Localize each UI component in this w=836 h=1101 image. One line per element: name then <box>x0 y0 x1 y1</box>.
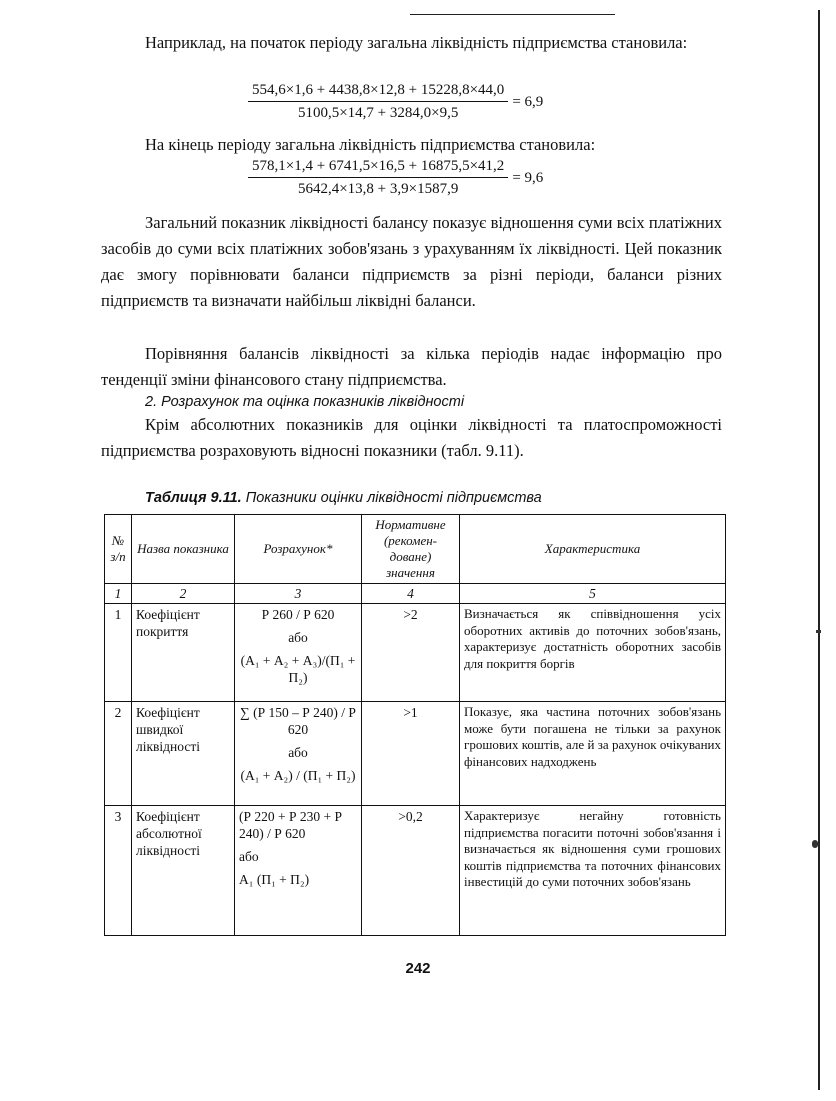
top-rule <box>410 14 615 15</box>
formula-start-denominator: 5100,5×14,7 + 3284,0×9,5 <box>297 105 459 121</box>
row-calc-formula: (Р 220 + Р 230 + Р 240) / Р 620 <box>239 809 342 841</box>
formula-start-numerator: 554,6×1,6 + 4438,8×12,8 + 15228,8×44,0 <box>248 82 508 102</box>
table-header-row <box>105 515 726 584</box>
scan-edge-line <box>818 10 820 1090</box>
intro-end-paragraph: На кінець періоду загальна ліквідність підприємства становила: <box>145 135 596 154</box>
formula-end-numerator: 578,1×1,4 + 6741,5×16,5 + 16875,5×41,2 <box>248 158 508 178</box>
col-number: 4 <box>362 584 460 604</box>
formula-end-result: = 9,6 <box>512 169 544 186</box>
row-calc-or: або <box>288 630 308 645</box>
row-calc <box>235 604 362 702</box>
row-name: Коефіцієнт швидкої ліквідності <box>132 702 235 806</box>
row-calc <box>235 806 362 936</box>
table-row <box>105 806 726 936</box>
col-number: 2 <box>132 584 235 604</box>
header-norm: Нормативне (рекомен-доване) значення <box>362 515 460 584</box>
formula-end <box>248 158 543 198</box>
row-calc-formula: Р 260 / Р 620 <box>261 607 335 622</box>
row-calc-formula-alt: (А₁ + А₂) / (П₁ + П₂) <box>240 768 356 783</box>
table-row <box>105 702 726 806</box>
comparison-paragraph: Порівняння балансів ліквідності за кілька періодів надає інформацію про тенденції зміни фінансового стану підприємства. <box>101 344 722 389</box>
row-num: 3 <box>105 806 132 936</box>
intro-paragraph: Наприклад, на початок періоду загальна ліквідність підприємства становила: <box>145 33 688 52</box>
row-norm: >2 <box>362 604 460 702</box>
row-num: 1 <box>105 604 132 702</box>
row-norm: >1 <box>362 702 460 806</box>
section-heading: 2. Розрахунок та оцінка показників ліквідності <box>145 394 465 410</box>
col-number: 1 <box>105 584 132 604</box>
row-name: Коефіцієнт покриття <box>132 604 235 702</box>
header-desc: Характеристика <box>460 515 726 584</box>
column-numbers-row <box>105 584 726 604</box>
row-num: 2 <box>105 702 132 806</box>
row-calc-or: або <box>288 745 308 760</box>
table-caption-title: Показники оцінки ліквідності підприємства <box>241 490 542 506</box>
table-caption <box>145 490 542 506</box>
row-desc: Характеризує негайну готовність підприємства погасити поточні зобов'язання і визначається як відношення суми грошових коштів підприємства та поточних фінансових інвестицій до суми поточних зобов'язань <box>460 806 726 936</box>
row-calc <box>235 702 362 806</box>
header-num: № з/п <box>105 515 132 584</box>
row-desc: Показує, яка частина поточних зобов'язань може бути погашена не тільки за рахунок грошових коштів, але й за рахунок очікуваних фінансових надходжень <box>460 702 726 806</box>
page-number: 242 <box>405 960 431 977</box>
formula-end-denominator: 5642,4×13,8 + 3,9×1587,9 <box>297 181 459 197</box>
row-calc-formula-alt: (А₁ + А₂ + А₃)/(П₁ + П₂) <box>240 653 356 685</box>
formula-start-fraction <box>248 82 508 122</box>
table-caption-number: Таблиця 9.11. <box>145 490 242 506</box>
header-name: Назва показника <box>132 515 235 584</box>
liquidity-paragraph: Загальний показник ліквідності балансу показує відношення суми всіх платіжних засобів до суми всіх платіжних зобов'язань з урахуванням їх ліквідності. Цей показник дає змогу порівнювати баланси підприємств за різні періоди, баланси різних підприємств та визначати найбільш ліквідні баланси. <box>101 213 722 310</box>
formula-start <box>248 82 543 122</box>
row-calc-formula: ∑ (Р 150 – Р 240) / Р 620 <box>240 705 356 737</box>
col-number: 5 <box>460 584 726 604</box>
row-norm: >0,2 <box>362 806 460 936</box>
row-name: Коефіцієнт абсолютної ліквідності <box>132 806 235 936</box>
relative-indicators-paragraph: Крім абсолютних показників для оцінки ліквідності та платоспроможності підприємства розраховують відносні показники (табл. 9.11). <box>101 415 722 460</box>
row-calc-formula-alt: А₁ (П₁ + П₂) <box>239 872 310 887</box>
scan-mark <box>812 840 818 848</box>
row-calc-or: або <box>239 849 259 864</box>
scan-mark <box>816 630 821 633</box>
header-calc: Розрахунок* <box>235 515 362 584</box>
table-row <box>105 604 726 702</box>
row-desc: Визначається як співвідношення усіх оборотних активів до поточних зобов'язань, характеризує достатність оборотних засобів для покриття боргів <box>460 604 726 702</box>
liquidity-indicators-table <box>104 514 726 936</box>
col-number: 3 <box>235 584 362 604</box>
formula-end-fraction <box>248 158 508 198</box>
formula-start-result: = 6,9 <box>512 93 544 110</box>
